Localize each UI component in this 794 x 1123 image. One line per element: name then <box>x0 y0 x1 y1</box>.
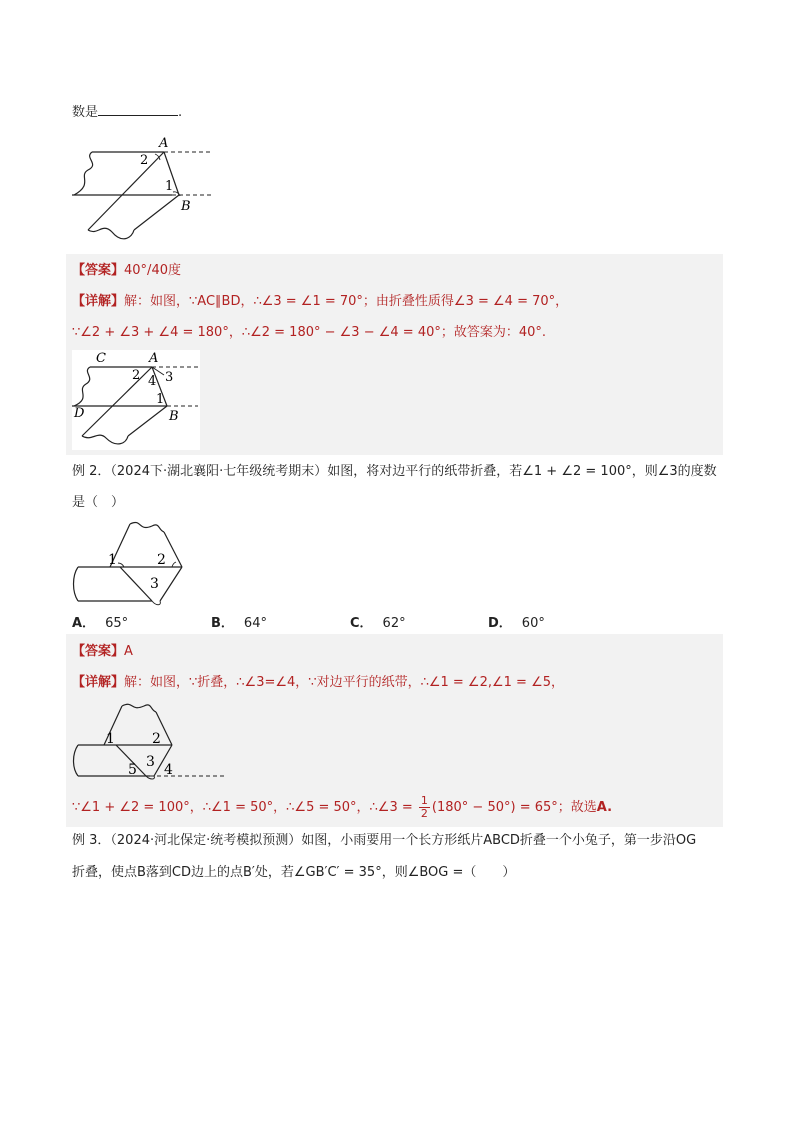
option-a[interactable] <box>72 612 128 631</box>
figure-detail-1 <box>72 350 200 450</box>
label-A: A <box>159 136 169 151</box>
figure-q1 <box>72 134 222 246</box>
option-a-text: 65° <box>105 616 129 631</box>
detail-1-line-2: ∵∠2 + ∠3 + ∠4 = 180°，∴∠2 = 180° − ∠3 − ∠4 = 40°；故答案为：40°. <box>72 325 547 340</box>
answer-tag: 【答案】 <box>72 263 125 278</box>
option-d[interactable] <box>488 612 545 631</box>
answer-value: A <box>124 644 133 659</box>
q1-tail-prefix: 数是 <box>72 105 99 120</box>
angle-2-label: 2 <box>152 731 161 747</box>
label-B: B <box>181 199 191 214</box>
option-b-text: 64° <box>243 616 267 631</box>
angle-1-label: 1 <box>108 552 117 568</box>
answer-tag: 【答案】 <box>72 644 125 659</box>
detail-text: 解：如图，∵AC∥BD，∴∠3 = ∠1 = 70°；由折叠性质得∠3 = ∠4 = 70°， <box>124 294 569 309</box>
label-C: C <box>96 351 106 366</box>
angle-3-label: 3 <box>150 576 159 592</box>
option-b-letter: B． <box>211 616 234 631</box>
figure-detail-2 <box>72 700 228 782</box>
fraction-half <box>419 795 430 820</box>
angle-2-label: 2 <box>140 153 149 168</box>
fraction-numerator: 1 <box>420 794 428 807</box>
answer-value: 40°/40度 <box>124 263 181 278</box>
angle-2-label: 2 <box>132 368 141 383</box>
figure-q2 <box>72 518 200 606</box>
answer-blank <box>98 103 178 116</box>
fraction-denominator: 2 <box>420 807 428 820</box>
label-D: D <box>74 406 85 421</box>
q3-line-2: 折叠，使点B落到CD边上的点B′处，若∠GB′C′ = 35°，则∠BOG =（ ） <box>72 865 516 880</box>
angle-1-label: 1 <box>165 179 174 194</box>
q1-tail-suffix: . <box>178 105 183 120</box>
angle-5-label: 5 <box>128 762 137 778</box>
detail-tag: 【详解】 <box>72 294 125 309</box>
angle-3-label: 3 <box>165 370 174 385</box>
angle-1-label: 1 <box>156 392 165 407</box>
option-c-letter: C． <box>350 616 373 631</box>
angle-3-label: 3 <box>146 754 155 770</box>
q2-line-1: 例 2．（2024下·湖北襄阳·七年级统考期末）如图，将对边平行的纸带折叠，若∠1 + ∠2 = 100°，则∠3的度数 <box>72 464 717 479</box>
answer-2 <box>72 643 133 661</box>
q3-line-1: 例 3．（2024·河北保定·统考模拟预测）如图，小雨要用一个长方形纸片ABCD折叠一个小兔子，第一步沿OG <box>72 833 697 848</box>
q2-line-2: 是（ ） <box>72 495 125 510</box>
angle-4-label: 4 <box>148 374 157 389</box>
option-d-letter: D． <box>488 616 512 631</box>
option-c-text: 62° <box>382 616 406 631</box>
label-B: B <box>169 409 179 424</box>
option-c[interactable] <box>350 612 406 631</box>
detail-1-line-1 <box>72 293 568 311</box>
option-b[interactable] <box>211 612 267 631</box>
option-d-text: 60° <box>521 616 545 631</box>
detail-text-a: ∵∠1 + ∠2 = 100°，∴∠1 = 50°，∴∠5 = 50°，∴∠3 = <box>72 800 417 815</box>
detail-text-b: (180° − 50°) = 65°；故选 <box>431 800 597 815</box>
angle-1-label: 1 <box>106 731 115 747</box>
label-A: A <box>149 351 159 366</box>
detail-tag: 【详解】 <box>72 675 125 690</box>
answer-1 <box>72 262 181 280</box>
detail-2-line-2 <box>72 795 612 820</box>
q1-tail <box>72 103 182 122</box>
detail-choice: A. <box>596 800 613 815</box>
detail-text: 解：如图，∵折叠，∴∠3=∠4，∵对边平行的纸带，∴∠1 = ∠2,∠1 = ∠5， <box>124 675 564 690</box>
option-a-letter: A． <box>72 616 96 631</box>
detail-2-line-1 <box>72 674 564 692</box>
angle-4-label: 4 <box>164 762 173 778</box>
angle-2-label: 2 <box>157 552 166 568</box>
